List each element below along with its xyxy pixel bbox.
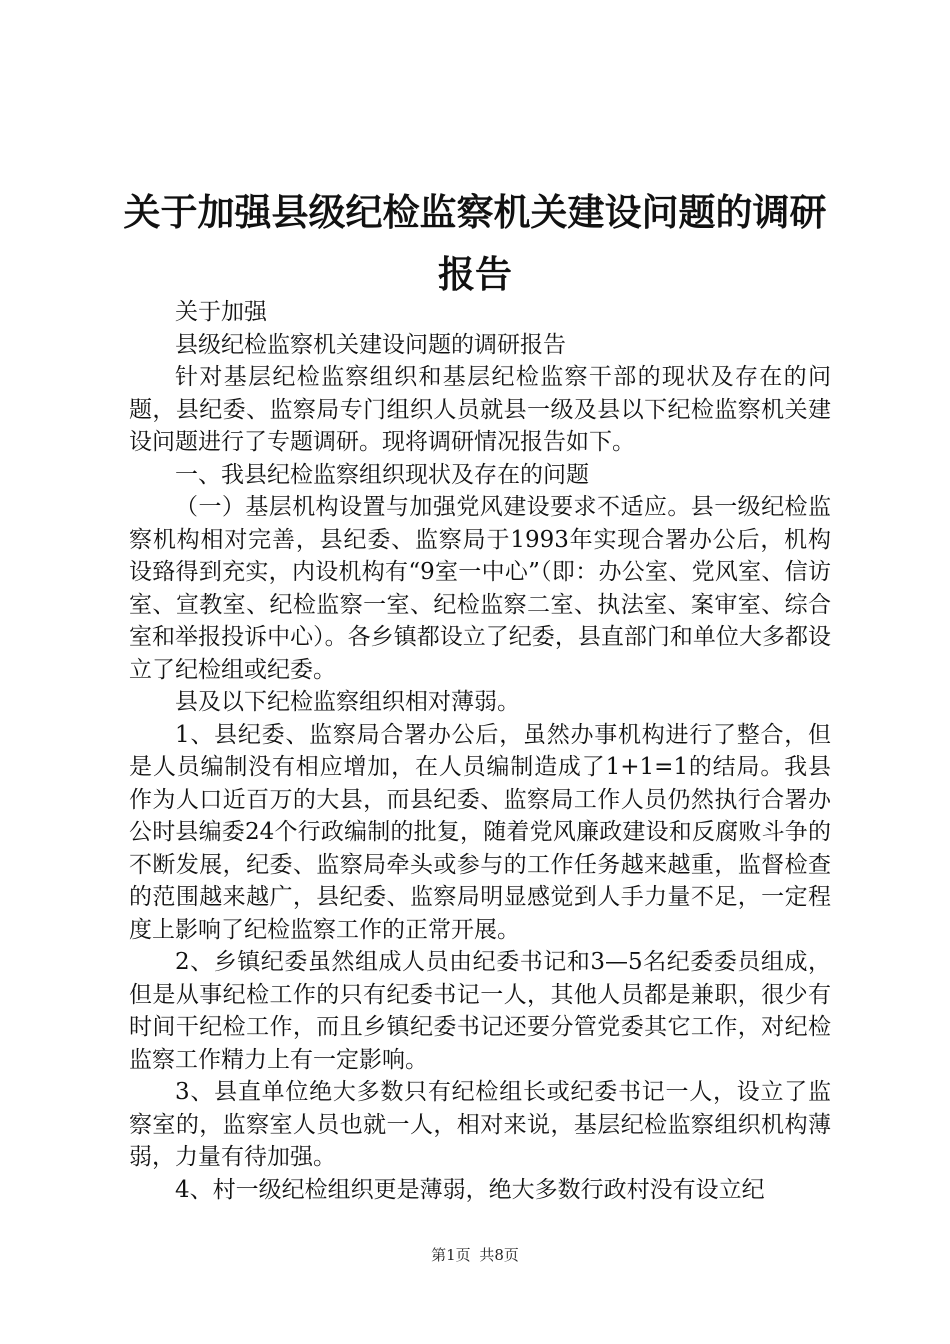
paragraph-item-4: 4、村一级纪检组织更是薄弱，绝大多数行政村没有设立纪 (175, 1176, 765, 1203)
paragraph-item-3: 3、县直单位绝大多数只有纪检组长或纪委书记一人，设立了监察室的，监察室人员也就一人，相对来说，基层纪检监察组织机构薄弱，力量有待加强。 (129, 1079, 831, 1170)
page-footer (0, 1244, 950, 1265)
paragraph-heading-line-2: 县级纪检监察机关建设问题的调研报告 (175, 331, 566, 358)
document-body (129, 296, 831, 1206)
document-title: 关于加强县级纪检监察机关建设问题的调研报告 (123, 191, 827, 296)
paragraph-item-2: 2、乡镇纪委虽然组成人员由纪委书记和3—5名纪委委员组成，但是从事纪检工作的只有纪委书记一人，其他人员都是兼职，很少有时间干纪检工作，而且乡镇纪委书记还要分管党委其它工作，对纪检监察工作精力上有一定影响。 (129, 949, 831, 1073)
paragraph-intro: 针对基层纪检监察组织和基层纪检监察干部的现状及存在的问题，县纪委、监察局专门组织人员就县一级及县以下纪检监察机关建设问题进行了专题调研。现将调研情况报告如下。 (129, 364, 831, 455)
paragraph-weak-org: 县及以下纪检监察组织相对薄弱。 (175, 689, 520, 715)
section-heading-1: 一、我县纪检监察组织现状及存在的问题 (175, 461, 589, 488)
paragraph-item-1: 1、县纪委、监察局合署办公后，虽然办事机构进行了整合，但是人员编制没有相应增加，在人员编制造成了1+1=1的结局。我县作为人口近百万的大县，而县纪委、监察局工作人员仍然执行合署办公时县编委24个行政编制的批复，随着党风廉政建设和反腐败斗争的不断发展，纪委、监察局牵头或参与的工作任务越来越重，监督检查的范围越来越广，县纪委、监察局明显感觉到人手力量不足，一定程度上影响了纪检监察工作的正常开展。 (129, 721, 831, 943)
page-number: 第1页 (431, 1246, 471, 1264)
paragraph-subsection-1: （一）基层机构设置与加强党风建设要求不适应。县一级纪检监察机构相对完善，县纪委、监察局于1993年实现合署办公后，机构设臵得到充实，内设机构有“9室一中心”（即：办公室、党风室、信访室、宣教室、纪检监察一室、纪检监察二室、执法室、案审室、综合室和举报投诉中心）。各乡镇都设立了纪委，县直部门和单位大多都设立了纪检组或纪委。 (129, 494, 831, 683)
page-total: 共8页 (479, 1246, 519, 1264)
paragraph-heading-line-1: 关于加强 (175, 299, 267, 325)
